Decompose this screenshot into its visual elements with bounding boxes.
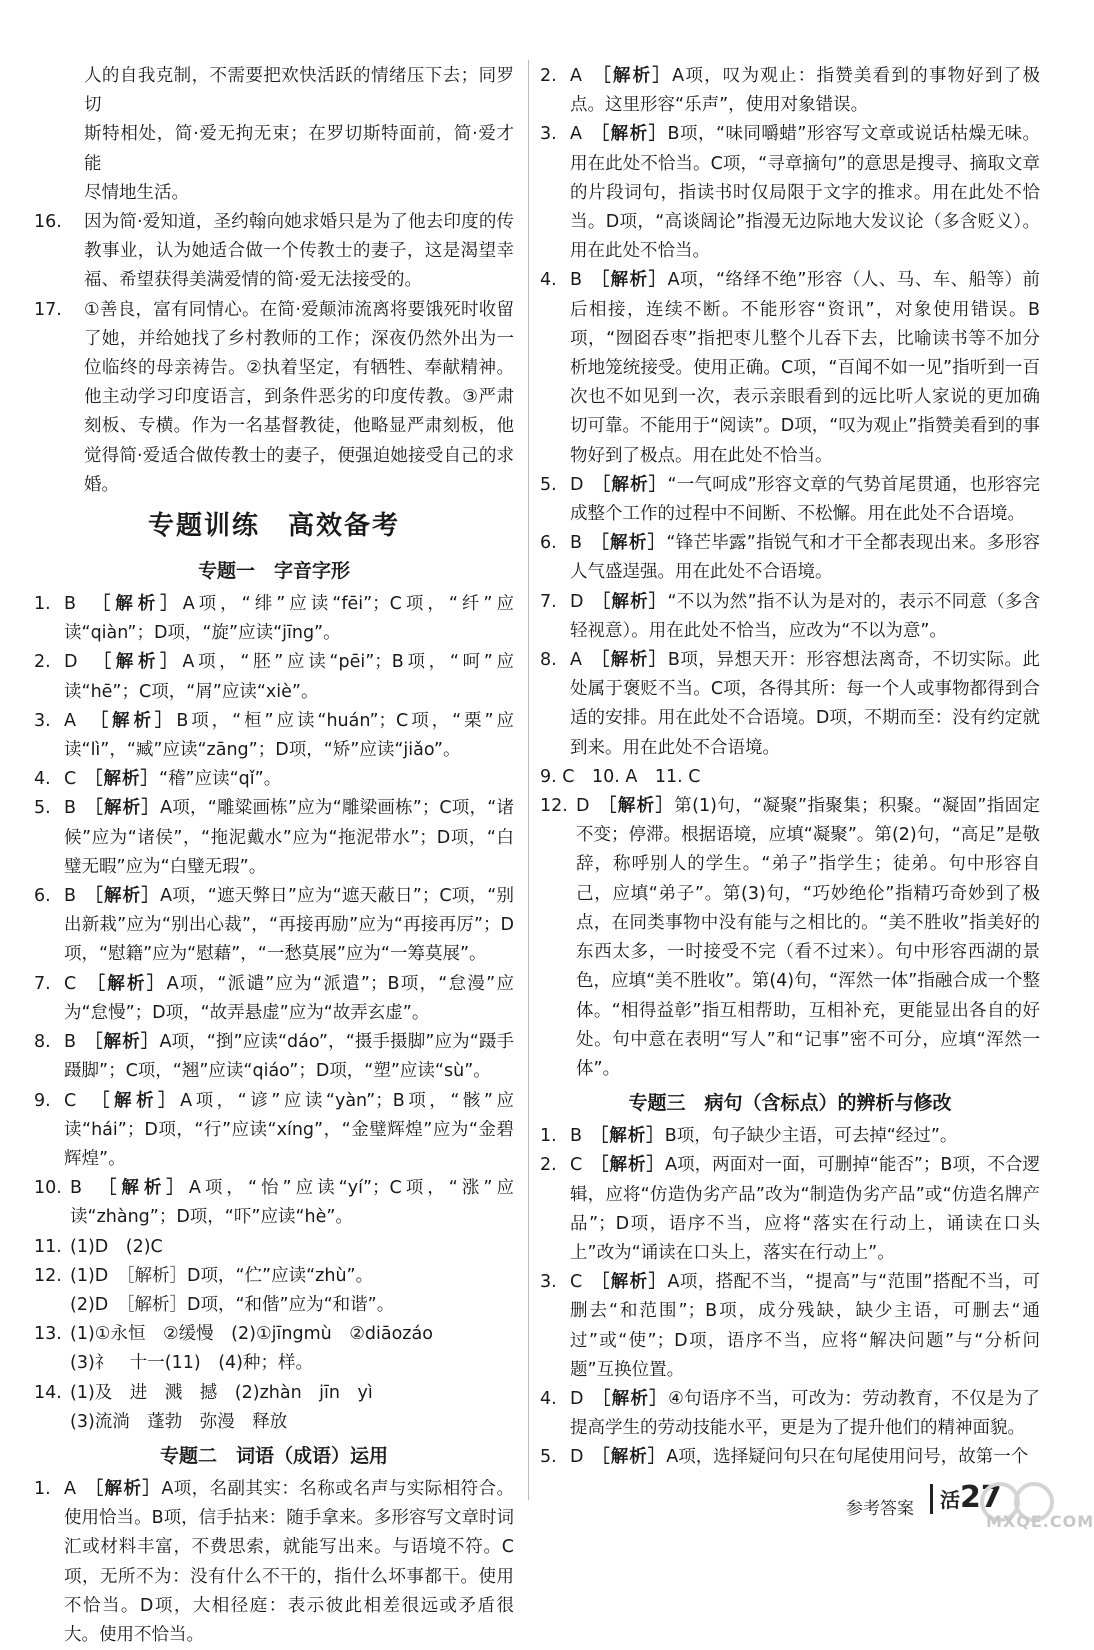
item-text: B项，异想天开：形容想法离奇，不切实际。此处属于褒贬不当。C项，各得其所：每一个人或事物都得到合适的安排。用在此处不合语境。D项，不期而至：没有约定就到来。用在此处不合语境。 xyxy=(570,650,1041,758)
item-text: B项，“味同嚼蜡”形容写文章或说话枯燥无味。用在此处不恰当。C项，“寻章摘句”的意思是搜寻、摘取文章的片段词句，指读书时仅局限于文字的推求。用在此处不恰当。D项，“高谈阔论”指漫无边际地大发议论（多含贬义）。用在此处不恰当。 xyxy=(570,124,1041,262)
item-text: A项，叹为观止：指赞美看到的事物好到了极点。这里形容“乐声”，使用对象错误。 xyxy=(570,66,1041,116)
item-number: 5. xyxy=(540,474,557,495)
footer-divider xyxy=(930,1484,933,1514)
item-body xyxy=(570,646,1040,763)
answer-item xyxy=(540,1122,1040,1151)
column-divider xyxy=(528,60,529,1500)
answer-item xyxy=(540,1385,1040,1443)
item-body xyxy=(64,1028,514,1086)
item-body xyxy=(64,707,514,765)
item-number: 9. xyxy=(34,1090,51,1111)
right-column xyxy=(540,62,1040,1473)
answer-item xyxy=(34,970,514,1028)
item-text: A项，“遮天弊日”应为“遮天蔽日”；C项，“别出新栽”应为“别出心裁”，“再接再励”应为“再接再厉”；D项，“慰籍”应为“慰藉”，“一愁莫展”应为“一筹莫展”。 xyxy=(64,886,515,965)
item-body xyxy=(64,794,514,882)
item-text: (1)①永恒 ②缓慢 (2)①jīngmù ②diāozáo xyxy=(70,1324,433,1345)
item-body xyxy=(64,590,514,648)
item-answer: D xyxy=(570,1388,584,1409)
answer-item xyxy=(540,588,1040,646)
item-body xyxy=(64,970,514,1028)
item-answer: C xyxy=(570,1272,583,1293)
q15-continuation xyxy=(34,62,514,208)
item-number: 6. xyxy=(540,533,557,554)
analysis-tag: ［解析］ xyxy=(600,533,667,554)
item-text: A项，名副其实：名称或名声与实际相符合。使用恰当。B项，信手拈来：随手拿来。多形容写文章时词汇或材料丰富，不费思索，就能写出来。与语境不符。C项，无所不为：没有什么不干的，指什么坏事都干。使用不恰当。D项，大相径庭：表示彼此相差很远或矛盾很大。使用不恰当。 xyxy=(64,1478,515,1645)
answer-item-17 xyxy=(34,296,514,500)
item-number: 17. xyxy=(34,299,62,320)
item-text: A项，选择疑问句只在句尾使用问号，故第一个 xyxy=(666,1447,1029,1468)
analysis-tag: ［解析］ xyxy=(601,1388,669,1409)
footer-label: 参考答案 xyxy=(846,1499,914,1519)
item-body xyxy=(570,62,1040,120)
item-answer: D xyxy=(64,652,78,673)
item-number: 1. xyxy=(34,1478,51,1499)
answer-items-9-11: 9. C 10. A 11. C xyxy=(540,766,701,787)
answer-item-13 xyxy=(34,1320,514,1349)
item-number: 3. xyxy=(34,710,51,731)
main-heading: 专题训练 高效备考 xyxy=(147,511,400,542)
analysis-tag: ［解析］ xyxy=(607,796,675,817)
item-text: 第(1)句，“凝聚”指聚集；积聚。“凝固”指固定不变；停滞。根据语境，应填“凝聚”。第(2)句，“高足”是敬辞，称呼别人的学生。“弟子”指学生；徒弟。句中形容自己，应填“弟子”。第(3)句，“巧妙绝伦”指精巧奇妙到了极点，在同类事物中没有能与之相比的。“美不胜收”指美好的东西太多，一时接受不完（看不过来）。句中形容西湖的景色，应填“美不胜收”。第(4)句，“浑然一体”指融合成一个整体。“相得益彰”指互相帮助，互相补充，更能显出各自的好处。句中意在表明“写人”和“记事”密不可分，应填“浑然一体”。 xyxy=(576,796,1041,1079)
item-number: 1. xyxy=(34,594,51,615)
analysis-tag: ［解析］ xyxy=(99,710,177,731)
item-answer: A xyxy=(570,124,582,145)
answer-item xyxy=(34,1087,514,1175)
answer-item-12-right xyxy=(540,792,1040,1084)
item-answer: B xyxy=(570,1126,583,1147)
answer-item xyxy=(540,529,1040,587)
item-subline: (3)流淌 蓬勃 弥漫 释放 xyxy=(70,1411,288,1432)
text-line: 人的自我克制，不需要把欢快活跃的情绪压下去；同罗切 xyxy=(84,66,514,116)
item-text: 因为简·爱知道，圣约翰向她求婚只是为了他去印度的传教事业，认为她适合做一个传教士的妻子，这是渴望幸福、希望获得美满爱情的简·爱无法接受的。 xyxy=(84,212,514,291)
analysis-tag: ［解析］ xyxy=(600,650,668,671)
analysis-tag: ［解析］ xyxy=(600,270,668,291)
item-text: A项，两面对一面，可删掉“能否”；B项，不合逻辑，应将“仿造伪劣产品”改为“制造伪劣产品”或“仿造名牌产品”；D项，语序不当，应将“落实在行动上，诵读在口头上”改为“诵读在口头上，落实在行动上”。 xyxy=(570,1155,1040,1263)
item-body xyxy=(570,120,1040,266)
section-title-3: 专题三 病句（含标点）的辨析与修改 xyxy=(628,1092,952,1115)
item-number: 5. xyxy=(540,1447,557,1468)
analysis-tag: ［解析］ xyxy=(601,591,668,612)
item-body xyxy=(570,1385,1040,1443)
item-number: 2. xyxy=(540,1155,557,1176)
analysis-tag: ［解析］ xyxy=(102,652,183,673)
analysis-tag: ［解析］ xyxy=(600,1272,668,1293)
item-text: (1)及 进 溅 撼 (2)zhàn jīn yì xyxy=(70,1382,373,1403)
item-number: 7. xyxy=(34,973,51,994)
item-body xyxy=(570,471,1040,529)
section2-list xyxy=(540,62,1040,763)
item-text: A项，搭配不当，“提高”与“范围”搭配不当，可删去“和范围”；B项，成分残缺，缺少主语，可删去“通过”或“使”；D项，语序不当，应将“解决问题”与“分析问题”互换位置。 xyxy=(570,1272,1040,1380)
item-number: 7. xyxy=(540,591,557,612)
item-answer: C xyxy=(64,769,77,790)
item-body xyxy=(570,529,1040,587)
item-number: 8. xyxy=(540,650,557,671)
answer-item xyxy=(34,794,514,882)
item-text: ④句语序不当，可改为：劳动教育，不仅是为了提高学生的劳动技能水平，更是为了提升他们的精神面貌。 xyxy=(570,1388,1041,1439)
item-number: 8. xyxy=(34,1032,51,1053)
item-answer: B xyxy=(64,594,77,615)
item-number: 6. xyxy=(34,886,51,907)
answer-item xyxy=(34,1174,514,1232)
analysis-tag: ［解析］ xyxy=(107,1178,189,1199)
item-number: 4. xyxy=(540,270,557,291)
analysis-tag: ［解析］ xyxy=(93,798,161,819)
text-line: 尽情地生活。 xyxy=(84,182,189,203)
answer-item xyxy=(540,1268,1040,1385)
item-number: 4. xyxy=(34,769,51,790)
item-number: 3. xyxy=(540,124,557,145)
section3-list xyxy=(540,1122,1040,1472)
answer-item-14 xyxy=(34,1379,514,1408)
item-text: B项，“桓”应读“huán”；C项，“栗”应读“lì”，“臧”应读“zāng”；D项，“矫”应读“jiǎo”。 xyxy=(64,710,514,761)
watermark-text: MXQE.COM xyxy=(986,1512,1094,1531)
section-title-2: 专题二 词语（成语）运用 xyxy=(159,1444,388,1467)
item-body xyxy=(570,266,1040,470)
analysis-tag: ［解析］ xyxy=(599,1155,666,1176)
item-body xyxy=(70,1174,514,1232)
item-answer: A xyxy=(570,650,582,671)
item-answer: D xyxy=(570,591,584,612)
item-answer: B xyxy=(64,886,77,907)
answer-item-16 xyxy=(34,208,514,296)
analysis-tag: ［解析］ xyxy=(100,1090,181,1111)
item-answer: B xyxy=(570,270,583,291)
item-subline: (3)礻 十一(11) (4)种；样。 xyxy=(70,1353,313,1374)
item-number: 2. xyxy=(34,652,51,673)
answer-item xyxy=(34,648,514,706)
item-text: “锋芒毕露”指锐气和才干全都表现出来。多形容人气盛逞强。用在此处不合语境。 xyxy=(570,533,1041,583)
item-number: 5. xyxy=(34,798,51,819)
answer-item xyxy=(540,1443,1040,1472)
item-body xyxy=(570,1268,1040,1385)
item-body xyxy=(64,648,514,706)
page-prefix: 活 xyxy=(940,1488,960,1512)
item-body xyxy=(570,1151,1040,1268)
analysis-tag: ［解析］ xyxy=(601,474,668,495)
analysis-tag: ［解析］ xyxy=(601,66,673,86)
analysis-tag: ［解析］ xyxy=(93,1032,160,1053)
item-number: 13. xyxy=(34,1324,62,1345)
answer-item xyxy=(540,120,1040,266)
analysis-tag: ［解析］ xyxy=(101,594,183,615)
answer-item xyxy=(34,1028,514,1086)
analysis-tag: ［解析］ xyxy=(93,769,159,790)
answer-item xyxy=(34,590,514,648)
item-text: A项，“谚”应读“yàn”；B项，“骸”应读“hái”；D项，“行”应读“xíng”，“金璧辉煌”应为“金碧辉煌”。 xyxy=(64,1090,515,1169)
item-body xyxy=(570,1443,1040,1472)
item-answer: D xyxy=(576,796,590,817)
item-text: “不以为然”指不认为是对的，表示不同意（多含轻视意）。用在此处不恰当，应改为“不以为意”。 xyxy=(570,591,1041,641)
section1-list xyxy=(34,590,514,1232)
section-title-1: 专题一 字音字形 xyxy=(197,560,350,583)
item-number: 16. xyxy=(34,212,62,233)
item-answer: B xyxy=(64,1032,77,1053)
analysis-tag: ［解析］ xyxy=(600,124,668,145)
item-answer: B xyxy=(570,533,583,554)
item-text: B项，句子缺少主语，可去掉“经过”。 xyxy=(664,1126,958,1147)
item-number: 2. xyxy=(540,66,557,86)
item-text: “稽”应读“qǐ”。 xyxy=(158,769,282,790)
item-text: (1)D (2)C xyxy=(70,1236,163,1257)
item-text: A项，“雕粱画栋”应为“雕梁画栋”；C项，“诸候”应为“诸侯”，“拖泥戴水”应为“拖泥带水”；D项，“白璧无暇”应为“白璧无瑕”。 xyxy=(64,798,515,877)
item-number: 3. xyxy=(540,1272,557,1293)
item-text: A项，“胚”应读“pēi”；B项，“呵”应读“hē”；C项，“屑”应读“xiè”。 xyxy=(64,652,515,702)
item-text: A项，“怡”应读“yí”；C项，“涨”应读“zhàng”；D项，“吓”应读“hè”。 xyxy=(70,1178,515,1228)
item-text: A项，“绯”应读“fēi”；C项，“纤”应读“qiàn”；D项，“旋”应读“jīng”。 xyxy=(64,594,514,644)
answer-item xyxy=(540,471,1040,529)
item-number: 14. xyxy=(34,1382,62,1403)
left-column xyxy=(34,62,514,1650)
item-body xyxy=(570,588,1040,646)
answer-item xyxy=(540,266,1040,470)
answer-item xyxy=(540,1151,1040,1268)
item-body xyxy=(64,765,514,794)
page-number-value: 27 xyxy=(960,1480,1002,1515)
item-answer: C xyxy=(64,973,77,994)
item-answer: B xyxy=(64,798,77,819)
analysis-tag: ［解析］ xyxy=(600,1447,667,1468)
item-answer: C xyxy=(64,1090,77,1111)
item-text: A项，“捯”应读“dáo”，“摄手摄脚”应为“蹑手蹑脚”；C项，“翘”应读“qiáo”；D项，“塑”应读“sù”。 xyxy=(64,1032,515,1082)
item-answer: D xyxy=(570,474,584,495)
item-number: 11. xyxy=(34,1236,62,1257)
item-text: ①善良，富有同情心。在简·爱颠沛流离将要饿死时收留了她，并给她找了乡村教师的工作；深夜仍然外出为一位临终的母亲祷告。②执着坚定，有牺牲、奉献精神。他主动学习印度语言，到条件恶劣的印度传教。③严肃刻板、专横。作为一名基督教徒，他略显严肃刻板，他觉得简·爱适合做传教士的妻子，便强迫她接受自己的求婚。 xyxy=(84,299,514,495)
item-text: A项，“络绎不绝”形容（人、马、车、船等）前后相接，连续不断。不能形容“资讯”，对象使用错误。B项，“囫囵吞枣”指把枣儿整个儿吞下去，比喻读书等不加分析地笼统接受。使用正确。C项，“百闻不如一见”指听到一百次也不如见到一次，表示亲眼看到的远比听人家说的更加确切可靠。不能用于“阅读”。D项，“叹为观止”指赞美看到的事物好到了极点。用在此处不恰当。 xyxy=(570,270,1040,466)
answer-item xyxy=(540,62,1040,120)
answer-item xyxy=(34,1475,514,1650)
item-number: 12. xyxy=(540,796,568,817)
item-answer: D xyxy=(570,1447,584,1468)
answer-item xyxy=(540,646,1040,763)
item-answer: A xyxy=(570,66,582,86)
analysis-tag: ［解析］ xyxy=(96,973,167,994)
answer-item xyxy=(34,707,514,765)
item-body xyxy=(64,1087,514,1175)
item-number: 1. xyxy=(540,1126,557,1147)
analysis-tag: ［解析］ xyxy=(93,886,161,907)
item-answer: B xyxy=(70,1178,83,1199)
item-answer: A xyxy=(64,710,76,731)
item-text: “一气呵成”形容文章的气势首尾贯通，也形容完成整个工作的过程中不间断、不松懈。用在此处不合语境。 xyxy=(570,474,1041,525)
item-number: 10. xyxy=(34,1178,62,1199)
item-text: A项，“派谴”应为“派遣”；B项，“怠漫”应为“怠慢”；D项，“故弄悬虚”应为“故弄玄虚”。 xyxy=(64,973,514,1023)
item-answer: C xyxy=(570,1155,583,1176)
answer-item-12 xyxy=(34,1262,514,1291)
item-subline: (2)D ［解析］D项，“和偕”应为“和谐”。 xyxy=(70,1294,395,1315)
answer-item-11 xyxy=(34,1233,514,1262)
item-number: 4. xyxy=(540,1388,557,1409)
answer-item xyxy=(34,882,514,970)
item-body xyxy=(570,1122,1040,1151)
analysis-tag: ［解析］ xyxy=(94,1478,162,1499)
item-number: 12. xyxy=(34,1265,62,1286)
item-answer: A xyxy=(64,1478,76,1499)
item-body xyxy=(64,882,514,970)
analysis-tag: ［解析］ xyxy=(599,1126,665,1147)
item-text: (1)D ［解析］D项，“伫”应读“zhù”。 xyxy=(70,1265,374,1286)
text-line: 斯特相处，简·爱无拘无束；在罗切斯特面前，简·爱才能 xyxy=(84,124,514,174)
answer-item xyxy=(34,765,514,794)
